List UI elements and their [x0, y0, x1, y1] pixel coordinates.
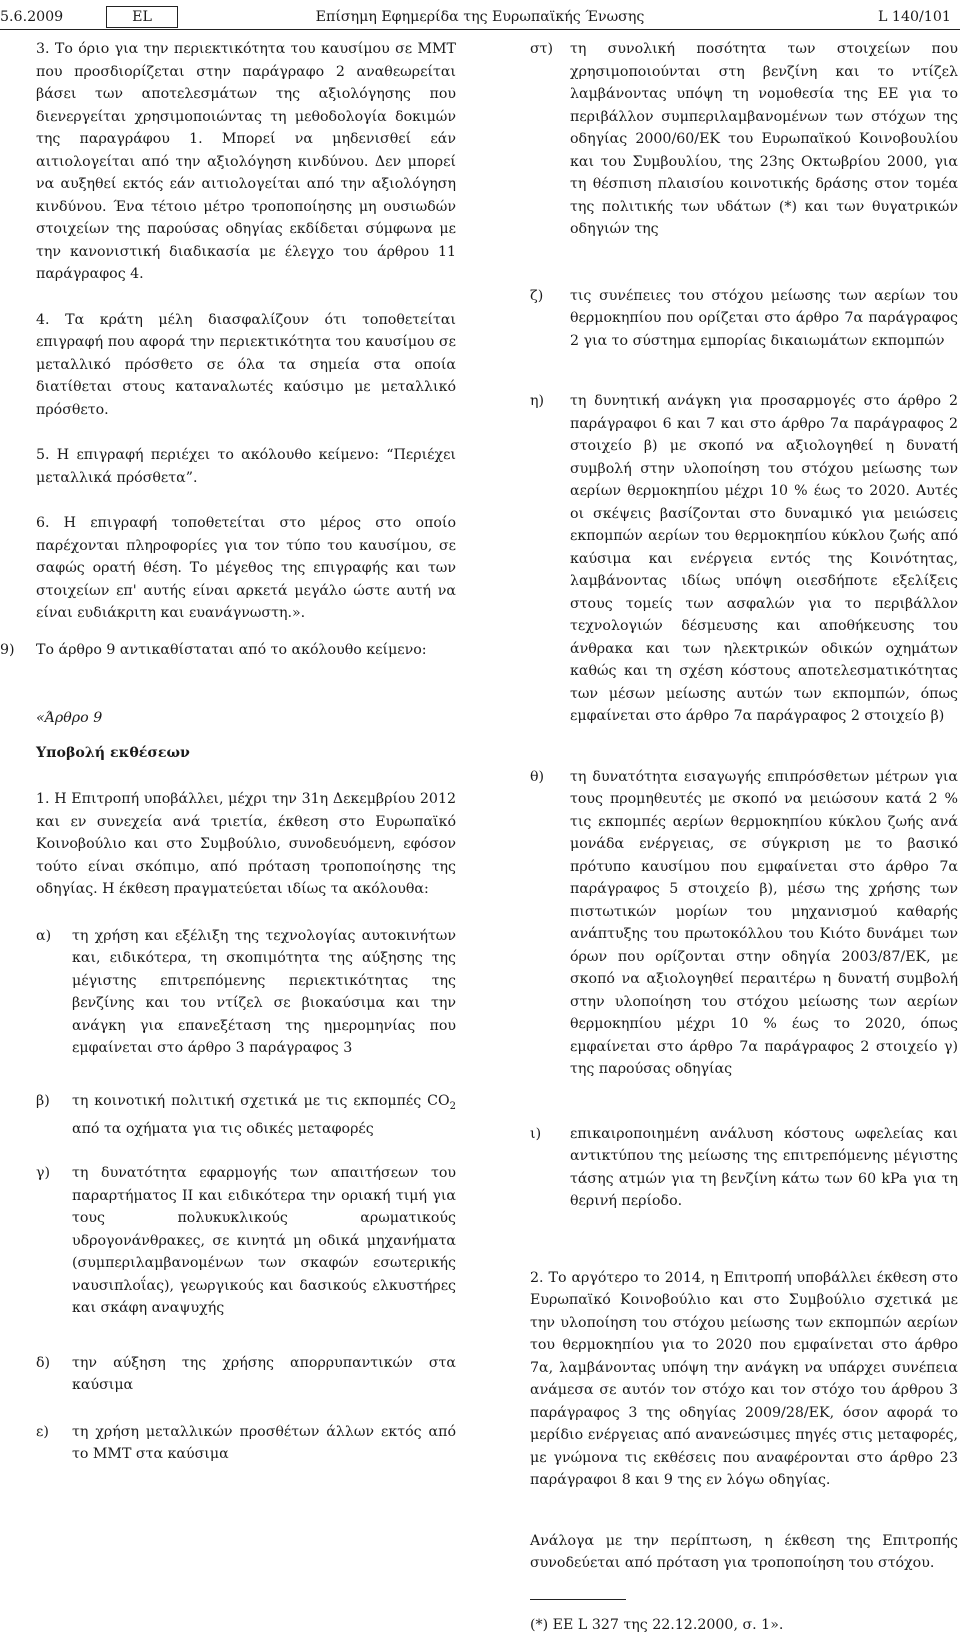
- list-item-text: τη δυνατότητα εφαρμογής των απαιτήσεων του παραρτήματος ΙΙ και ειδικότερα την οριακή τιμή για τους πολυκυκλικούς αρωματικούς υδρογονάνθρακες, σε κινητά μη οδικά μηχανήματα (συμπεριλαμβανομένων των σκαφών εσωτερικής ναυσιπλοΐας), γεωργικούς και δασικούς ελκυστήρες και σκάφη αναψυχής: [72, 1162, 456, 1320]
- list-item-th: [530, 766, 958, 1081]
- article-paragraph-1: 1. Η Επιτροπή υποβάλλει, μέχρι την 31η Δεκεμβρίου 2012 και εν συνεχεία ανά τριετία, έκθεση στο Ευρωπαϊκό Κοινοβούλιο και στο Συμβούλιο, συνοδευόμενη, εφόσον τούτο είναι σκόπιμο, από πρόταση τροποποίησης της οδηγίας. Η έκθεση πραγματεύεται ιδίως τα ακόλουθα:: [36, 788, 456, 901]
- paragraph-5: 5. Η επιγραφή περιέχει το ακόλουθο κείμενο: “Περιέχει μεταλλικά πρόσθετα”.: [36, 444, 456, 489]
- header-date: 5.6.2009: [0, 6, 63, 29]
- list-item-label: θ): [530, 766, 544, 789]
- item-9: [0, 639, 456, 662]
- list-item-label: γ): [36, 1162, 50, 1185]
- article-paragraph-2: 2. Το αργότερο το 2014, η Επιτροπή υποβάλλει έκθεση στο Ευρωπαϊκό Κοινοβούλιο και στο Συμβούλιο σχετικά με την υλοποίηση του στόχου μείωσης των εκπομπών αερίων του θερμοκηπίου για το 2020 που εμφαίνεται στο άρθρο 7α, λαμβάνοντας υπόψη την ανάγκη να υπάρχει συνέπεια ανάμεσα σε αυτόν τον στόχο και τον στόχο του άρθρου 3 παράγραφος 3 της οδηγίας 2009/28/ΕΚ, όσον αφορά το μερίδιο ενέργειας από ανανεώσιμες πηγές στις μεταφορές, με γνώμονα τις εκθέσεις που αναφέρονται στο άρθρο 23 παράγραφοι 8 και 9 της εν λόγω οδηγίας.: [530, 1267, 958, 1492]
- article-title: «Άρθρο 9: [36, 707, 456, 730]
- list-item-label: ι): [530, 1123, 541, 1146]
- left-column: [36, 38, 456, 1466]
- journal-title: Επίσημη Εφημερίδα της Ευρωπαϊκής Ένωσης: [0, 6, 960, 29]
- header-rule: [0, 29, 960, 30]
- item-9-label: 9): [0, 639, 15, 662]
- list-item-st: [530, 38, 958, 241]
- language-badge: EL: [106, 6, 178, 28]
- paragraph-6: 6. Η επιγραφή τοποθετείται στο μέρος στο οποίο παρέχονται πληροφορίες για τον τύπο του καυσίμου, σε σαφώς ορατή θέση. Το μέγεθος της επιγραφής και των στοιχείων επ' αυτής είναι αρκετά μεγάλο ώστε αυτή να είναι ευδιάκριτη και ευανάγνωστη.».: [36, 512, 456, 625]
- list-item-label: η): [530, 390, 544, 413]
- list-item-label: στ): [530, 38, 553, 61]
- list-item-label: β): [36, 1090, 50, 1113]
- article-subtitle: Υποβολή εκθέσεων: [36, 742, 456, 765]
- co2-subscript: 2: [450, 1100, 456, 1111]
- list-item-z: [530, 285, 958, 353]
- list-item-iota: [530, 1123, 958, 1213]
- footnote: (*) ΕΕ L 327 της 22.12.2000, σ. 1».: [530, 1614, 958, 1636]
- list-item-label: α): [36, 925, 51, 948]
- list-item-text: τη συνολική ποσότητα των στοιχείων που χρησιμοποιούνται στη βενζίνη και το ντίζελ λαμβάνοντας υπόψη τη νομοθεσία της ΕΕ για το περιβάλλον συμπεριλαμβανομένων των στόχων της οδηγίας 2000/60/ΕΚ του Ευρωπαϊκού Κοινοβουλίου και του Συμβουλίου, της 23ης Οκτωβρίου 2000, για τη θέσπιση πλαισίου κοινοτικής δράσης στον τομέα της πολιτικής των υδάτων (*) και των θυγατρικών οδηγιών της: [570, 38, 958, 241]
- list-item-d: [36, 1352, 456, 1397]
- list-item-label: ε): [36, 1421, 49, 1444]
- list-item-text: τη χρήση μεταλλικών προσθέτων άλλων εκτός από το ΜΜΤ στα καύσιμα: [72, 1421, 456, 1466]
- article-closing-paragraph: Ανάλογα με την περίπτωση, η έκθεση της Επιτροπής συνοδεύεται από πρόταση για τροποποίηση του στόχου.: [530, 1530, 958, 1575]
- list-item-b: [36, 1090, 456, 1141]
- list-item-text: τις συνέπειες του στόχου μείωσης των αερίων του θερμοκηπίου που ορίζεται στο άρθρο 7α παράγραφος 2 για το σύστημα εμπορίας δικαιωμάτων εκπομπών: [570, 285, 958, 353]
- right-column: [530, 38, 958, 1636]
- list-item-text-part: τη κοινοτική πολιτική σχετικά με τις εκπομπές CO: [72, 1093, 450, 1109]
- list-item-c: [36, 1162, 456, 1320]
- paragraph-4: 4. Τα κράτη μέλη διασφαλίζουν ότι τοποθετείται επιγραφή που αφορά την περιεκτικότητα του καυσίμου σε μεταλλικό πρόσθετο σε όλα τα σημεία στα οποία διατίθεται στους καταναλωτές καύσιμο με μεταλλικό πρόσθετο.: [36, 309, 456, 422]
- page-number: L 140/101: [878, 6, 951, 29]
- list-item-e: [36, 1421, 456, 1466]
- list-item-i: [530, 390, 958, 728]
- list-item-text: τη δυνατότητα εισαγωγής επιπρόσθετων μέτρων για τους προμηθευτές με σκοπό να μειώσουν κατά 2 % τις εκπομπές αερίων θερμοκηπίου κύκλου ζωής ανά μονάδα ενέργειας, σε σύγκριση με το βασικό πρότυπο καυσίμου που εμφαίνεται στο άρθρο 7α παράγραφος 5 στοιχείο β), μέσω της χρήσης των πιστωτικών μορίων του μηχανισμού καθαρής ανάπτυξης του πρωτοκόλλου του Κιότο δυνάμει των όρων που ορίζονται στην οδηγία 2003/87/ΕΚ, με σκοπό να αξιολογηθεί περαιτέρω η δυνατή συμβολή στην υλοποίηση του στόχου μείωσης των αερίων θερμοκηπίου μέχρι 10 % έως το 2020, όπως εμφαίνεται στο άρθρο 7α παράγραφος 2 στοιχείο γ) της παρούσας οδηγίας: [570, 766, 958, 1081]
- list-item-label: ζ): [530, 285, 543, 308]
- paragraph-3: 3. Το όριο για την περιεκτικότητα του καυσίμου σε ΜΜΤ που προσδιορίζεται στην παράγραφο 2 αναθεωρείται βάσει των αποτελεσμάτων της αξιολόγησης που διενεργείται χρησιμοποιώντας τη μεθοδολογία δοκιμών της παραγράφου 1. Μπορεί να μηδενισθεί εάν αιτιολογείται από την αξιολόγηση κινδύνου. Δεν μπορεί να αυξηθεί εκτός εάν αιτιολογείται από την αξιολόγηση κινδύνου. Ένα τέτοιο μέτρο τροποποίησης μη ουσιωδών στοιχείων της παρούσας οδηγίας εκδίδεται σύμφωνα με την κανονιστική διαδικασία με έλεγχο του άρθρου 11 παράγραφος 4.: [36, 38, 456, 286]
- list-item-text: [72, 1090, 456, 1141]
- list-item-text: τη χρήση και εξέλιξη της τεχνολογίας αυτοκινήτων και, ειδικότερα, τη σκοπιμότητα της αύξησης της μέγιστης επιτρεπόμενης περιεκτικότητας της βενζίνης και του ντίζελ σε βιοκαύσιμα και την ανάγκη για επανεξέταση της ημερομηνίας που εμφαίνεται στο άρθρο 3 παράγραφος 3: [72, 925, 456, 1060]
- list-item-a: [36, 925, 456, 1060]
- page-header: [0, 6, 960, 28]
- item-9-text: Το άρθρο 9 αντικαθίσταται από το ακόλουθο κείμενο:: [0, 639, 456, 662]
- list-item-text: επικαιροποιημένη ανάλυση κόστους ωφελείας και αντικτύπου της μείωσης της επιτρεπόμενης μέγιστης τάσης ατμών για τη βενζίνη κάτω των 60 kPa για τη θερινή περίοδο.: [570, 1123, 958, 1213]
- footnote-rule: [530, 1599, 626, 1600]
- list-item-text: την αύξηση της χρήσης απορρυπαντικών στα καύσιμα: [72, 1352, 456, 1397]
- list-item-label: δ): [36, 1352, 50, 1375]
- list-item-text-part: από τα οχήματα για τις οδικές μεταφορές: [72, 1121, 374, 1137]
- list-item-text: τη δυνητική ανάγκη για προσαρμογές στο άρθρο 2 παράγραφοι 6 και 7 και στο άρθρο 7α παράγραφος 2 στοιχείο β) με σκοπό να αξιολογηθεί η δυνατή συμβολή στην υλοποίηση του στόχου μείωσης των αερίων θερμοκηπίου μέχρι 10 % έως το 2020. Αυτές οι σκέψεις βασίζονται στο δυναμικό για μειώσεις εκπομπών αερίων του θερμοκηπίου κύκλου ζωής από καύσιμα και ενέργεια εντός της Κοινότητας, λαμβάνοντας ιδίως υπόψη οιεσδήποτε εξελίξεις στους τομείς των ασφαλών για το περιβάλλον τεχνολογιών δέσμευσης και αποθήκευσης του άνθρακα και των ηλεκτρικών οδικών οχημάτων καθώς και τη σχέση κόστους αποτελεσματικότητας των μέσων μείωσης αυτών των εκπομπών, όπως εμφαίνεται στο άρθρο 7α παράγραφος 2 στοιχείο β): [570, 390, 958, 728]
